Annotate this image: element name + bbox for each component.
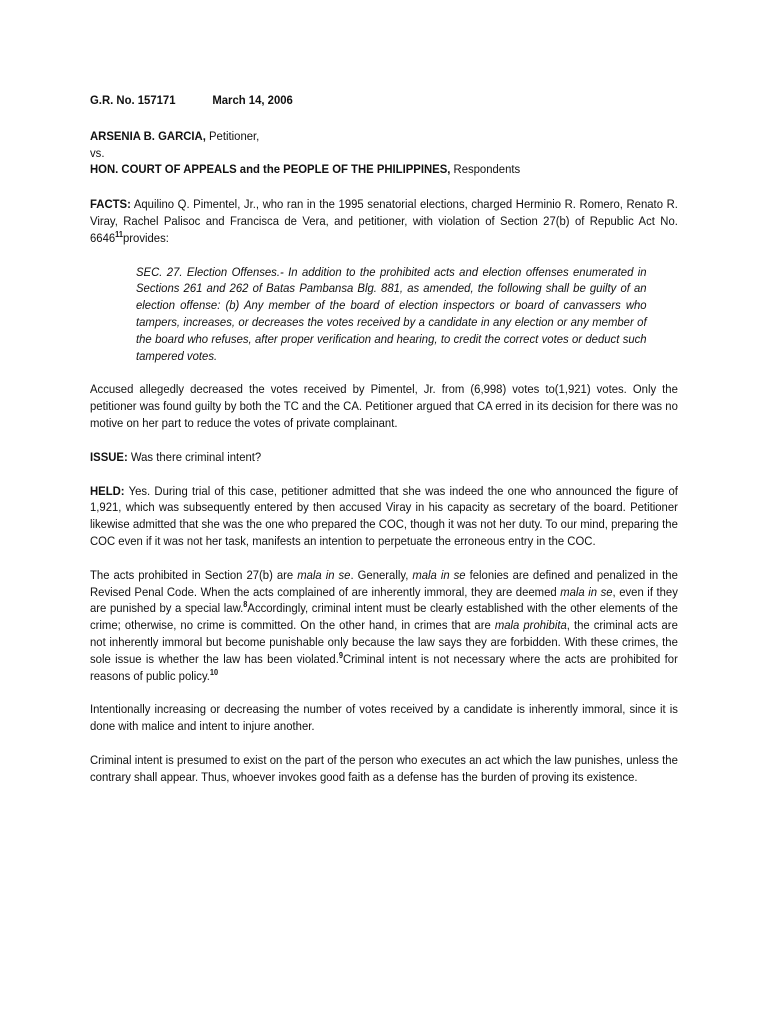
mala-term-4: mala prohibita [494,618,567,633]
mala-text-2: . Generally, [350,567,413,582]
footnote-10: 10 [209,667,219,677]
footnote-8: 8 [243,600,248,610]
case-header [90,92,678,109]
facts-text-end: provides: [122,230,169,245]
mala-paragraph [90,567,678,685]
footnote-11: 11 [115,229,123,239]
respondents-line [90,161,678,178]
parties-block [90,128,678,178]
versus: vs. [90,145,105,160]
footnote-9: 9 [338,650,343,660]
mala-text-7: Criminal intent is not necessary where the acts are prohibited for reasons of public policy. [90,651,678,683]
issue-text: Was there criminal intent? [127,449,262,464]
held-text: Yes. During trial of this case, petitioner admitted that she was indeed the one who announced the figure of 1,921, which was subsequently entered by then accused Viray in his capacity as secretary of the board. Petitioner likewise admitted that she was the one who prepared the COC, though it was not her duty. To our mind, preparing the COC even if it was not her task, manifests an intention to perpetuate the erroneous entry in the COC. [90,483,678,548]
petitioner-name: ARSENIA B. GARCIA, [90,128,206,143]
respondents-name: HON. COURT OF APPEALS and the PEOPLE OF THE PHILIPPINES, [90,162,451,177]
facts-text: Aquilino Q. Pimentel, Jr., who ran in the 1995 senatorial elections, charged Herminio R. Romero, Renato R. Viray, Rachel Palisoc and Francisca de Vera, and petitioner, with violation of Section 27(b) of Republic Act No. 6646 [90,197,678,245]
case-number: G.R. No. 157171 [90,93,176,107]
accused-paragraph: Accused allegedly decreased the votes received by Pimentel, Jr. from (6,998) votes to(1,921) votes. Only the petitioner was found guilty by both the TC and the CA. Petitioner argued that CA erred in its decision for there was no motive on her part to reduce the votes of private complainant. [90,382,678,430]
petitioner-role: Petitioner, [205,128,260,143]
held-label: HELD: [90,483,125,498]
intentional-paragraph: Intentionally increasing or decreasing the number of votes received by a candidate is inherently immoral, since it is done with malice and intent to injure another. [90,702,678,734]
facts-paragraph [90,196,678,246]
issue-paragraph [90,449,678,466]
petitioner-line [90,128,678,145]
mala-text-3: felonies are defined and penalized in the Revised Penal Code. When the acts complained of are inherently immoral, they are deemed [90,567,678,599]
respondents-role: Respondents [450,162,521,177]
mala-text-4: , even if they are punished by a special law. [90,584,678,616]
held-paragraph [90,483,678,550]
issue-label: ISSUE: [90,449,128,464]
mala-text-1: The acts prohibited in Section 27(b) are [90,567,298,582]
mala-text-5: Accordingly, criminal intent must be clearly established with the other elements of the crime; otherwise, no crime is committed. On the other hand, in crimes that are [90,601,678,633]
mala-term-1: mala in se [297,567,351,582]
mala-text-6: , the criminal acts are not inherently immoral but become punishable only because the law says they are forbidden. With these crimes, the sole issue is whether the law has been violated. [90,618,678,666]
presumed-paragraph: Criminal intent is presumed to exist on the part of the person who executes an act which the law punishes, unless the contrary shall appear. Thus, whoever invokes good faith as a defense has the burden of proving its existence. [90,752,678,784]
mala-term-3: mala in se [560,584,613,599]
statute-quote: SEC. 27. Election Offenses.- In addition to the prohibited acts and election offenses enumerated in Sections 261 and 262 of Batas Pambansa Blg. 881, as amended, the following shall be guilty of an election offense: (b) Any member of the board of election inspectors or board of canvassers who tampers, increases, or decreases the votes received by a candidate in any election or any member of the board who refuses, after proper verification and hearing, to credit the correct votes or deduct such tampered votes. [136,264,647,363]
document-page [90,92,678,803]
case-date: March 14, 2006 [212,93,293,107]
mala-term-2: mala in se [412,567,466,582]
facts-label: FACTS: [90,197,131,212]
